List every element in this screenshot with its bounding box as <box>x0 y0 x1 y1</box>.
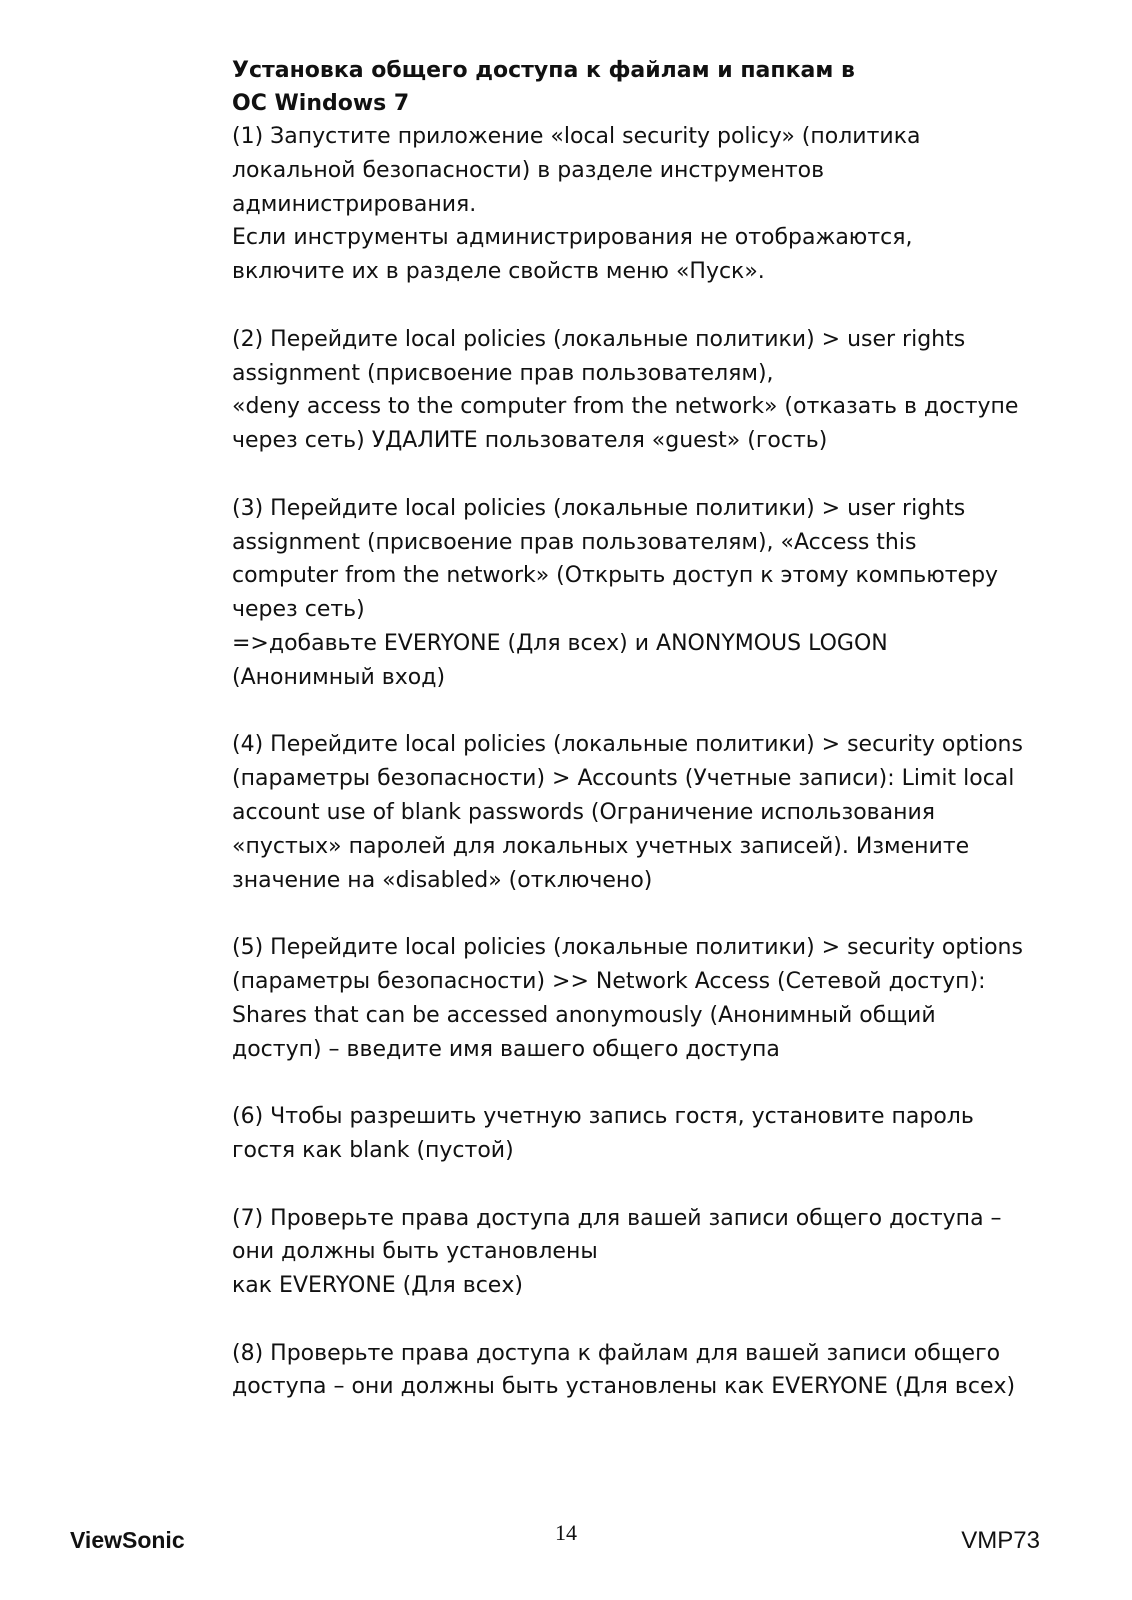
page-number: 14 <box>555 1520 577 1545</box>
text-line: (7) Проверьте права доступа для вашей записи общего доступа – <box>232 1205 1002 1231</box>
text-line: (5) Перейдите local policies (локальные политики) > security options <box>232 935 1023 961</box>
text-line: включите их в разделе свойств меню «Пуск». <box>232 259 765 285</box>
text-line: account use of blank passwords (Ограничение использования <box>232 799 936 825</box>
text-line: они должны быть установлены <box>232 1239 598 1265</box>
step-3-paragraph <box>232 492 1092 695</box>
text-line: assignment (присвоение прав пользователям), «Access this <box>232 529 917 555</box>
step-8-paragraph <box>232 1337 1092 1405</box>
step-5-paragraph <box>232 931 1092 1066</box>
step-1-paragraph <box>232 120 1092 289</box>
footer-model: VMP73 <box>961 1527 1040 1554</box>
text-line: администрирования. <box>232 191 477 217</box>
text-line: Если инструменты администрирования не отображаются, <box>232 225 913 251</box>
title-line: Установка общего доступа к файлам и папкам в <box>232 58 855 83</box>
step-6-paragraph <box>232 1100 1092 1168</box>
text-line: локальной безопасности) в разделе инструментов <box>232 157 825 183</box>
text-line: (6) Чтобы разрешить учетную запись гостя, установите пароль <box>232 1104 974 1130</box>
text-line: как EVERYONE (Для всех) <box>232 1273 523 1299</box>
text-line: «пустых» паролей для локальных учетных записей). Измените <box>232 833 970 859</box>
text-line: доступа – они должны быть установлены как EVERYONE (Для всех) <box>232 1374 1016 1400</box>
text-line: (4) Перейдите local policies (локальные политики) > security options <box>232 732 1023 758</box>
page-title <box>232 54 1092 120</box>
text-line: гостя как blank (пустой) <box>232 1137 514 1163</box>
text-line: значение на «disabled» (отключено) <box>232 867 653 893</box>
text-line: (параметры безопасности) > Accounts (Учетные записи): Limit local <box>232 766 1015 792</box>
step-4-paragraph <box>232 728 1092 897</box>
text-line: доступ) – введите имя вашего общего доступа <box>232 1036 780 1062</box>
text-line: computer from the network» (Открыть доступ к этому компьютеру <box>232 563 999 589</box>
text-line: (Анонимный вход) <box>232 664 446 690</box>
text-line: Shares that can be accessed anonymously (Анонимный общий <box>232 1002 936 1028</box>
text-line: (параметры безопасности) >> Network Access (Сетевой доступ): <box>232 968 986 994</box>
document-body <box>232 54 1092 1438</box>
text-line: через сеть) <box>232 597 365 623</box>
footer-brand: ViewSonic <box>70 1527 185 1553</box>
text-line: (3) Перейдите local policies (локальные политики) > user rights <box>232 495 966 521</box>
step-7-paragraph <box>232 1202 1092 1303</box>
step-2-paragraph <box>232 323 1092 458</box>
text-line: =>добавьте EVERYONE (Для всех) и ANONYMOUS LOGON <box>232 630 888 656</box>
text-line: assignment (присвоение прав пользователям), <box>232 360 774 386</box>
text-line: «deny access to the computer from the network» (отказать в доступе <box>232 394 1019 420</box>
text-line: через сеть) УДАЛИТЕ пользователя «guest» (гость) <box>232 428 828 454</box>
title-line: ОС Windows 7 <box>232 91 410 116</box>
text-line: (8) Проверьте права доступа к файлам для вашей записи общего <box>232 1340 1001 1366</box>
text-line: (2) Перейдите local policies (локальные политики) > user rights <box>232 326 966 352</box>
text-line: (1) Запустите приложение «local security policy» (политика <box>232 124 921 149</box>
